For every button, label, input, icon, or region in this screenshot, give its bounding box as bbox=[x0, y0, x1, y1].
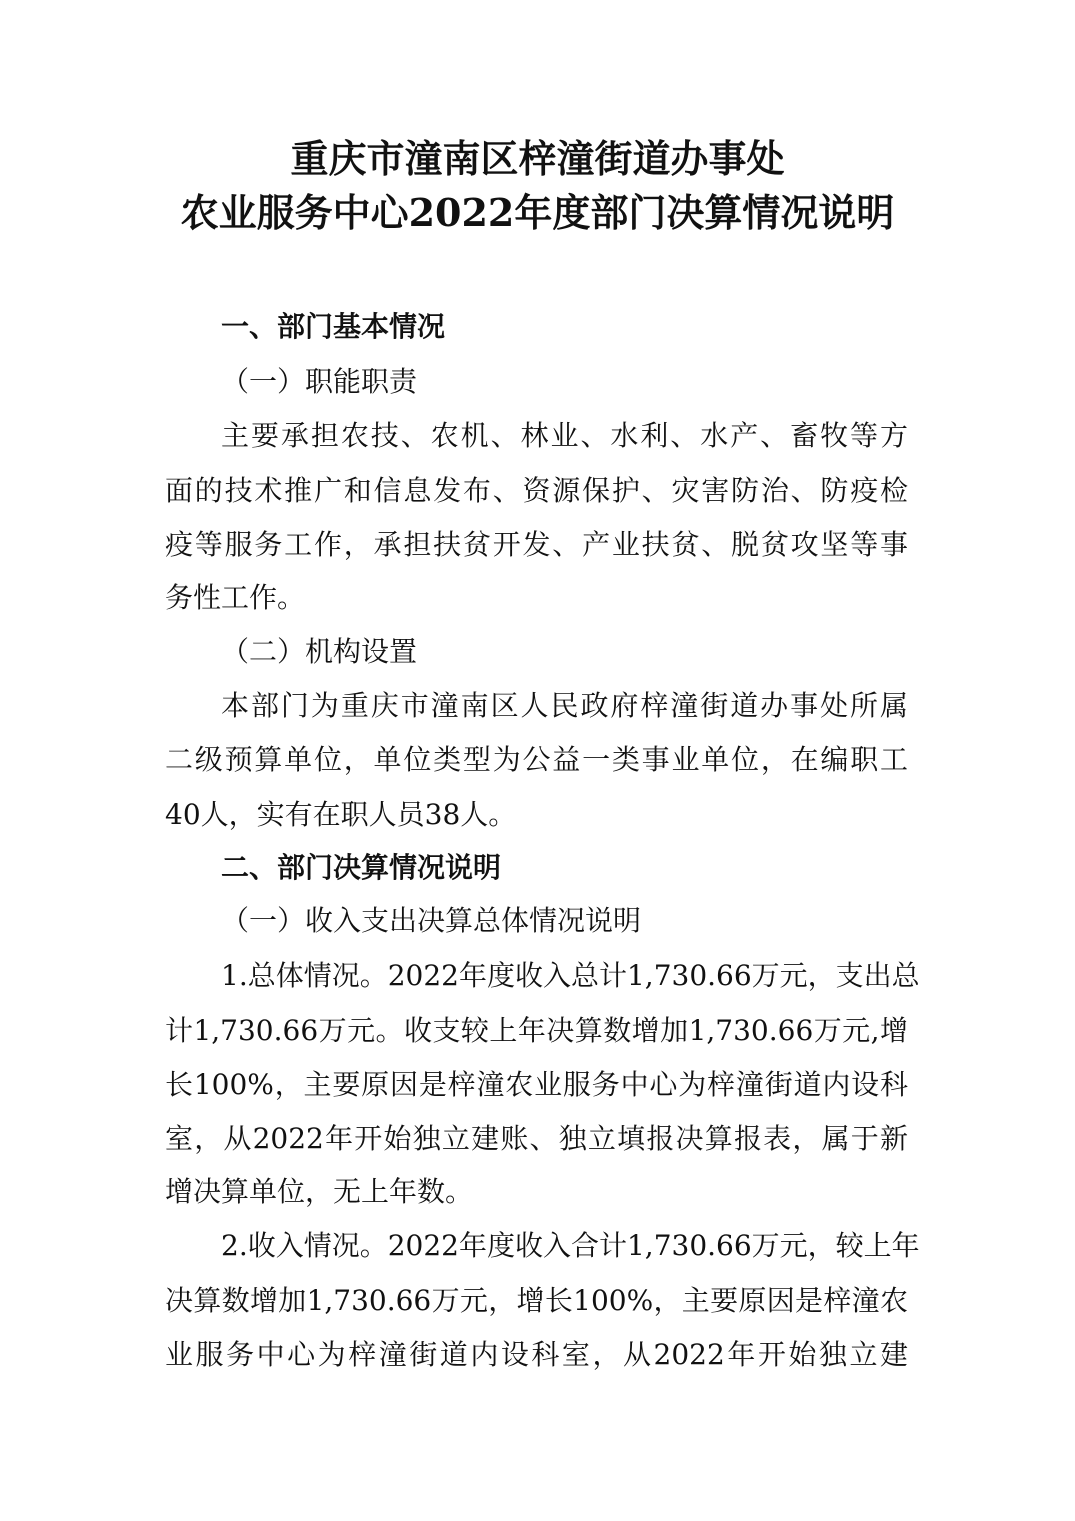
paragraph-line: 主要承担农技、农机、林业、水利、水产、畜牧等方 bbox=[221, 419, 908, 452]
paragraph-line: 2.收入情况。2022年度收入合计1,730.66万元，较上年 bbox=[221, 1229, 920, 1262]
paragraph-line: 决算数增加1,730.66万元，增长100%，主要原因是梓潼农 bbox=[165, 1284, 908, 1317]
paragraph-line: 业服务中心为梓潼街道内设科室，从2022年开始独立建 bbox=[165, 1338, 908, 1371]
paragraph-line: 1.总体情况。2022年度收入总计1,730.66万元，支出总 bbox=[221, 959, 920, 992]
paragraph-line: 40人，实有在职人员38人。 bbox=[165, 798, 517, 831]
paragraph-line: 二级预算单位，单位类型为公益一类事业单位，在编职工 bbox=[165, 743, 908, 776]
paragraph-line: 疫等服务工作，承担扶贫开发、产业扶贫、脱贫攻坚等事 bbox=[165, 528, 908, 561]
section-1-1-heading: （一）职能职责 bbox=[221, 365, 418, 398]
paragraph-line: 长100%，主要原因是梓潼农业服务中心为梓潼街道内设科 bbox=[165, 1068, 908, 1101]
paragraph-line: 室，从2022年开始独立建账、独立填报决算报表，属于新 bbox=[165, 1122, 908, 1155]
section-1-2-heading: （二）机构设置 bbox=[221, 635, 418, 668]
section-2-1-heading: （一）收入支出决算总体情况说明 bbox=[221, 904, 642, 937]
paragraph-line: 增决算单位，无上年数。 bbox=[165, 1175, 474, 1208]
paragraph-line: 务性工作。 bbox=[165, 581, 306, 614]
section-2-heading: 二、部门决算情况说明 bbox=[221, 851, 502, 884]
document-title-line-2: 农业服务中心2022年度部门决算情况说明 bbox=[180, 190, 895, 235]
paragraph-line: 本部门为重庆市潼南区人民政府梓潼街道办事处所属 bbox=[221, 689, 908, 722]
document-title-line-1: 重庆市潼南区梓潼街道办事处 bbox=[290, 136, 785, 181]
paragraph-line: 面的技术推广和信息发布、资源保护、灾害防治、防疫检 bbox=[165, 474, 908, 507]
section-1-heading: 一、部门基本情况 bbox=[221, 310, 446, 343]
paragraph-line: 计1,730.66万元。收支较上年决算数增加1,730.66万元,增 bbox=[165, 1014, 908, 1047]
